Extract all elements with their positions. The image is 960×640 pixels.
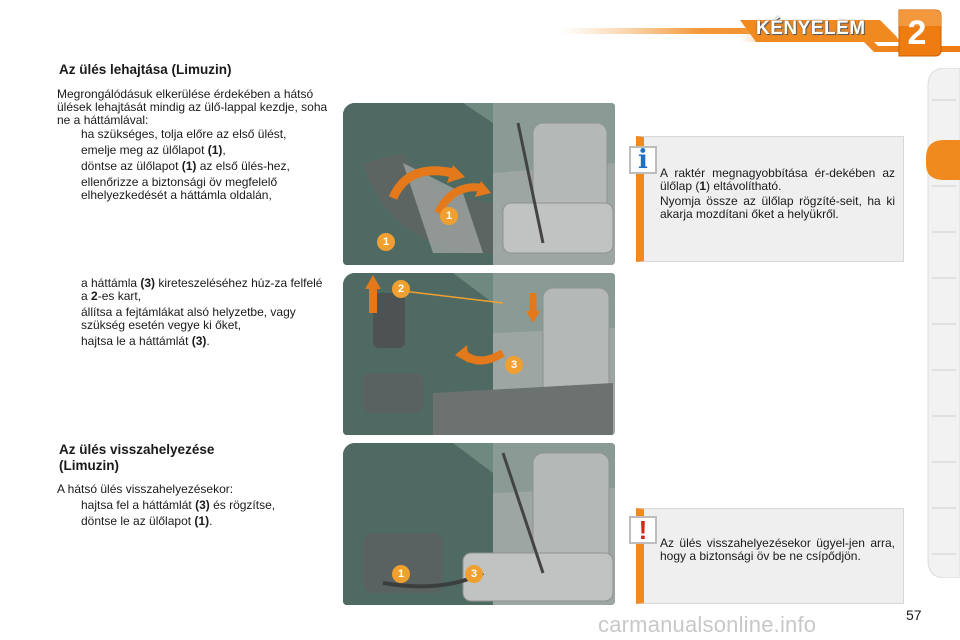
callout-label: 2	[392, 280, 410, 298]
list-item: emelje meg az ülőlapot (1),	[81, 143, 226, 157]
chapter-number: 2	[907, 14, 927, 52]
callout-label: 3	[505, 356, 523, 374]
info-text-1: A raktér megnagyobbítása ér-dekében az ülőlap (1) eltávolítható.	[660, 166, 895, 193]
page-number: 57	[906, 607, 922, 623]
list-item: a háttámla (3) kireteszeléséhez húz-za felfelé a 2-es kart,	[81, 276, 323, 303]
chapter-title: KÉNYELEM	[756, 18, 866, 39]
section-heading-fold: Az ülés lehajtása (Limuzin)	[59, 62, 232, 77]
warning-box	[636, 508, 904, 604]
backrest-steps-list	[57, 277, 332, 351]
callout-label: 3	[465, 565, 483, 583]
list-item: hajtsa le a háttámlát (3).	[81, 334, 210, 348]
list-item: ellenőrizze a biztonsági öv megfelelő elhelyezkedését a háttámla oldalán,	[81, 175, 278, 202]
watermark: carmanualsonline.info	[598, 612, 817, 637]
list-item: hajtsa fel a háttámlát (3) és rögzítse,	[81, 498, 276, 512]
list-item: döntse az ülőlapot (1) az első ülés-hez,	[81, 159, 290, 173]
section-intro-fold: Megrongálódásuk elkerülése érdekében a hátsó ülések lehajtását mindig az ülő-lappal kezdje, soha ne a háttámlával:	[57, 87, 328, 127]
restore-steps-list	[57, 499, 332, 531]
callout-label: 1	[392, 565, 410, 583]
callout-label: 1	[377, 233, 395, 251]
warning-icon: !	[629, 516, 657, 544]
fold-steps-list	[57, 128, 332, 205]
illustration-backrest-release	[343, 273, 615, 435]
info-box	[636, 136, 904, 262]
callout-label: 1	[440, 207, 458, 225]
info-icon: i	[629, 146, 657, 174]
section-heading-restore: Az ülés visszahelyezése (Limuzin)	[59, 442, 215, 473]
info-text-2: Nyomja össze az ülőlap rögzíté-seit, ha ki akarja mozdítani őket a helyükről.	[660, 194, 895, 221]
list-item: állítsa a fejtámlákat alsó helyzetbe, vagy szükség esetén vegye ki őket,	[81, 305, 296, 332]
chapter-tabs	[926, 68, 960, 578]
list-item: ha szükséges, tolja előre az első ülést,	[81, 127, 287, 141]
section-intro-restore: A hátsó ülés visszahelyezésekor:	[57, 482, 234, 496]
warning-text: Az ülés visszahelyezésekor ügyel-jen arra, hogy a biztonsági öv be ne csípődjön.	[660, 536, 895, 563]
list-item: döntse le az ülőlapot (1).	[81, 514, 213, 528]
